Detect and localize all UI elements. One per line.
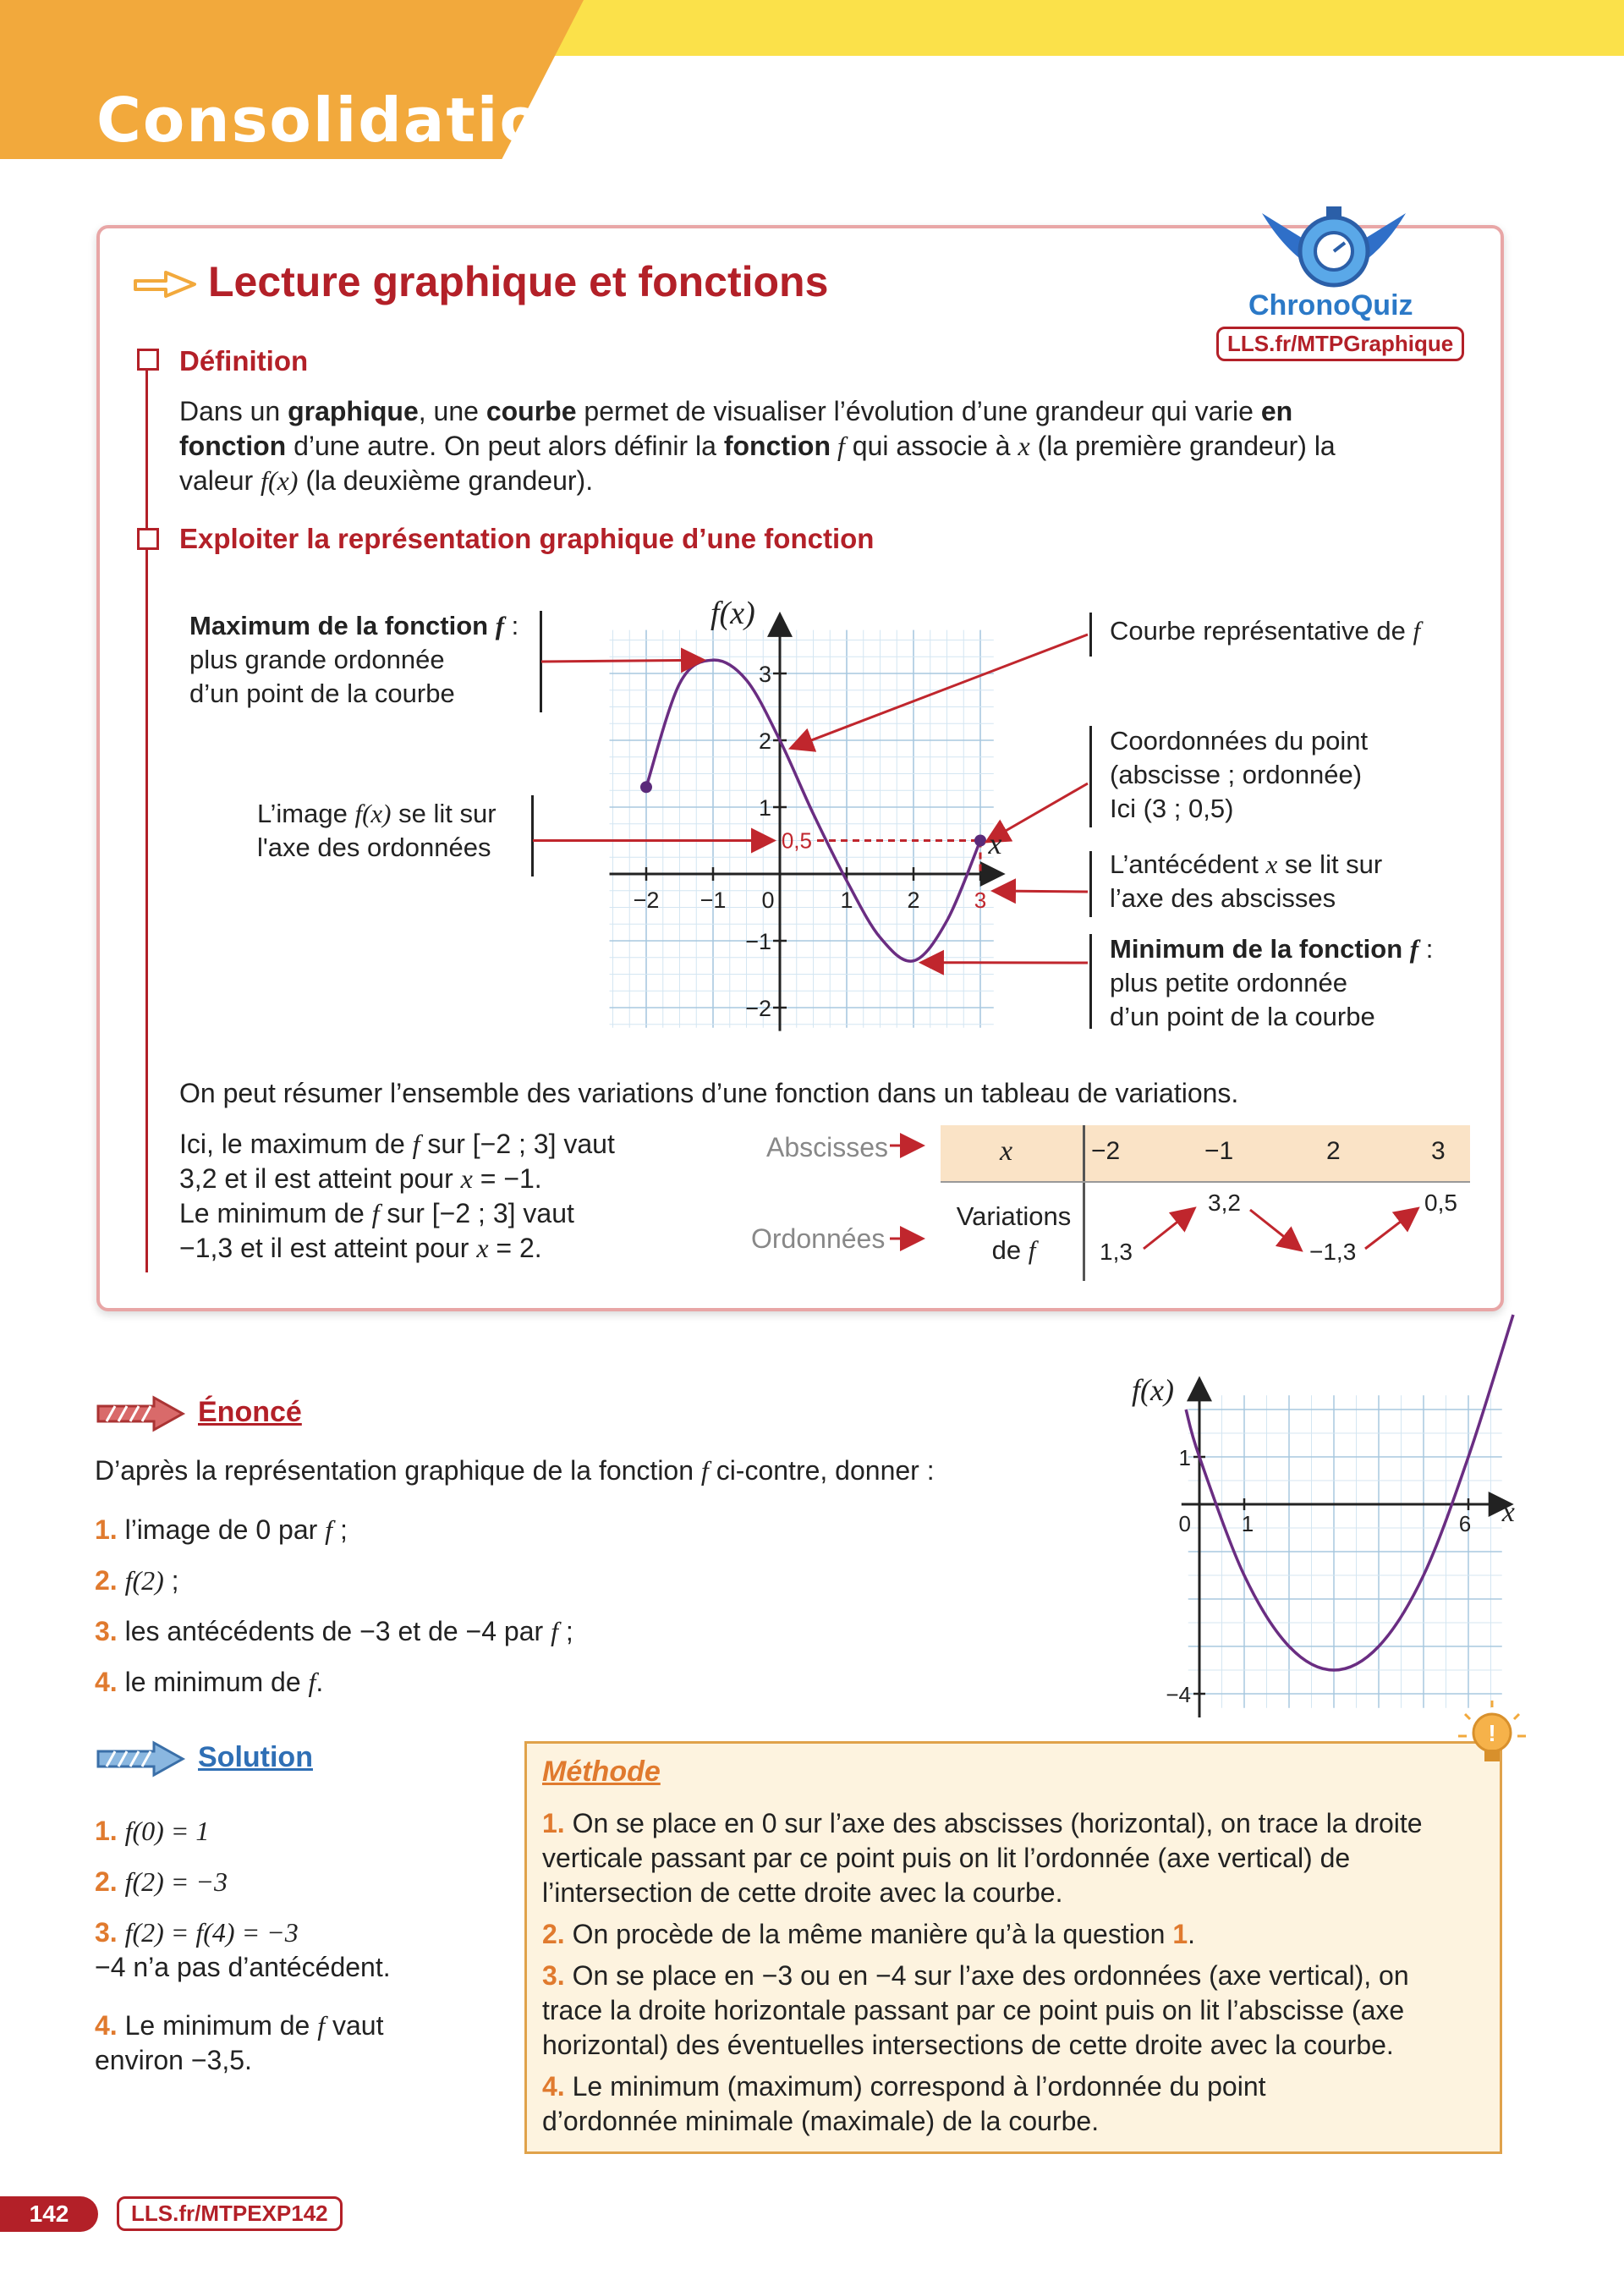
section-title: Lecture graphique et fonctions (208, 258, 829, 305)
abscisses-label: Abscisses (766, 1132, 889, 1162)
ordonnees-label: Ordonnées (751, 1223, 886, 1254)
chronoquiz-label: ChronoQuiz (1248, 289, 1413, 321)
graph1-ytick-label: −1 (745, 929, 771, 954)
graph2-tick-x0: 0 (1178, 1511, 1191, 1536)
solution-3: 3. f(2) = f(4) = −3 −4 n’a pas d’antécédent. (95, 1917, 391, 1982)
graph1-xlabel: x (988, 827, 1002, 860)
methode-heading: Méthode (542, 1756, 661, 1788)
min-annotation: Minimum de la fonction f : plus petite ordonnée d’un point de la courbe (1110, 934, 1434, 1031)
graph1-xtick-label: −2 (633, 887, 660, 913)
enonce-arrow-icon (95, 1396, 186, 1431)
table-x-header: x (1000, 1135, 1013, 1167)
page-title: Consolidation (96, 85, 589, 156)
solution-arrow-icon (95, 1741, 186, 1777)
table-variation-arrows (941, 1125, 1470, 1281)
summary-intro: On peut résumer l’ensemble des variations d’une fonction dans un tableau de variations. (179, 1078, 1239, 1108)
graph2-xlabel: x (1501, 1497, 1515, 1528)
graph2-ylabel: f(x) (1132, 1373, 1174, 1408)
enonce-intro: D’après la représentation graphique de la fonction f ci-contre, donner : (95, 1455, 935, 1486)
definition-text: Dans un graphique, une courbe permet de visualiser l’évolution d’une grandeur qui varie en fonction d’une autre. On peut alors définir la fonction f qui associe à x (la première grandeur) la valeur f(x) (la deuxième grandeur). (179, 396, 1336, 496)
graph2-tick-x6: 6 (1458, 1511, 1472, 1536)
enonce-item: 3. les antécédents de −3 et de −4 par f ; (95, 1616, 573, 1646)
graph1-marker-x: 3 (974, 887, 987, 913)
graph1-start-point (640, 781, 652, 793)
table-pointer-arrows (888, 1134, 930, 1252)
enonce-heading: Énoncé (198, 1396, 302, 1428)
table-value-end: 0,5 (1424, 1190, 1457, 1216)
graph2-tick-y1: 1 (1178, 1445, 1191, 1470)
graph1-xtick-label: 1 (840, 887, 853, 913)
table-value-max: 3,2 (1208, 1190, 1241, 1216)
arrow-curve (793, 635, 1088, 747)
exercise-graph (1100, 1345, 1515, 1707)
footer-link[interactable]: LLS.fr/MTPEXP142 (117, 2196, 343, 2231)
solution-1: 1. f(0) = 1 (95, 1816, 210, 1846)
graph1-ytick-label: 1 (758, 795, 771, 821)
enonce-item: 1. l’image de 0 par f ; (95, 1514, 348, 1545)
arrow-max (541, 660, 701, 662)
variation-table (941, 1125, 1470, 1281)
lightbulb-icon (1457, 1697, 1528, 1773)
graph1-ytick-label: 2 (758, 728, 771, 754)
coord-annotation: Coordonnées du point (abscisse ; ordonnée) Ici (3 ; 0,5) (1110, 726, 1369, 823)
graph1-xtick-label: 0 (761, 887, 775, 913)
table-value-min: −1,3 (1309, 1239, 1357, 1265)
exploit-heading: Exploiter la représentation graphique d’une fonction (179, 523, 875, 554)
svg-text:!: ! (1488, 1720, 1496, 1746)
solution-4: 4. Le minimum de f vaut environ −3,5. (95, 2010, 384, 2075)
definition-heading: Définition (179, 345, 309, 376)
summary-text: Ici, le maximum de f sur [−2 ; 3] vaut 3,2 et il est atteint pour x = −1. Le minimum de f sur [−2 ; 3] vaut −1,3 et il est atteint pour x = 2. (179, 1129, 615, 1263)
graph2-tick-x1: 1 (1241, 1511, 1254, 1536)
solution-heading: Solution (198, 1741, 313, 1773)
table-x-value: 2 (1326, 1137, 1341, 1165)
table-value-start: 1,3 (1100, 1239, 1133, 1265)
table-x-value: −2 (1091, 1137, 1121, 1165)
graph1-marker-y: 0,5 (781, 827, 812, 854)
enonce-item: 2. f(2) ; (95, 1565, 179, 1596)
graph1-xtick-label: −1 (700, 887, 727, 913)
arrow-ante (996, 891, 1088, 892)
graph1-ytick-label: −2 (745, 996, 771, 1021)
arrow-coord (989, 783, 1088, 841)
graph1-ylabel: f(x) (710, 595, 755, 631)
solution-2: 2. f(2) = −3 (95, 1866, 228, 1897)
enonce-item: 4. le minimum de f. (95, 1667, 324, 1697)
graph1-ytick-label: 3 (758, 662, 771, 687)
table-x-value: −1 (1204, 1137, 1234, 1165)
graph1-point-3-05 (974, 835, 986, 847)
graph2-tick-ym4: −4 (1166, 1682, 1191, 1707)
methode-box (524, 1741, 1502, 2154)
graph2-curve (1186, 1315, 1513, 1670)
graph1-xtick-label: 2 (907, 887, 920, 913)
methode-text: 1. On se place en 0 sur l’axe des abscisses (horizontal), on trace la droite verticale passant par ce point puis on lit l’ordonnée (axe vertical) de l’intersection de cette droite avec la courbe. 2. On procède de la même manière qu’à la question 1. 3. On se place en −3 ou en −4 sur l’axe des ordonnées (axe vertical), on trace la droite horizontale passant par ce point puis on lit l’abscisse (axe horizontal) des éventuelles intersections de cette droite avec la courbe. 4. Le minimum (maximum) correspond à l’ordonnée du point d’ordonnée minimale (maximale) de la courbe. (542, 1808, 1423, 2136)
course-graph (0, 0, 1624, 1100)
curve-annotation: Courbe représentative de f (1110, 616, 1421, 646)
table-x-value: 3 (1431, 1137, 1446, 1165)
table-row-label: Variations de f (956, 1201, 1072, 1265)
chronoquiz-link[interactable]: LLS.fr/MTPGraphique (1216, 327, 1464, 361)
max-annotation: Maximum de la fonction f : plus grande ordonnée d’un point de la courbe (189, 611, 519, 708)
image-annotation: L’image f(x) se lit sur l'axe des ordonnées (257, 799, 497, 862)
ante-annotation: L’antécédent x se lit sur l’axe des abscisses (1110, 849, 1383, 913)
page-number: 142 (0, 2196, 98, 2232)
